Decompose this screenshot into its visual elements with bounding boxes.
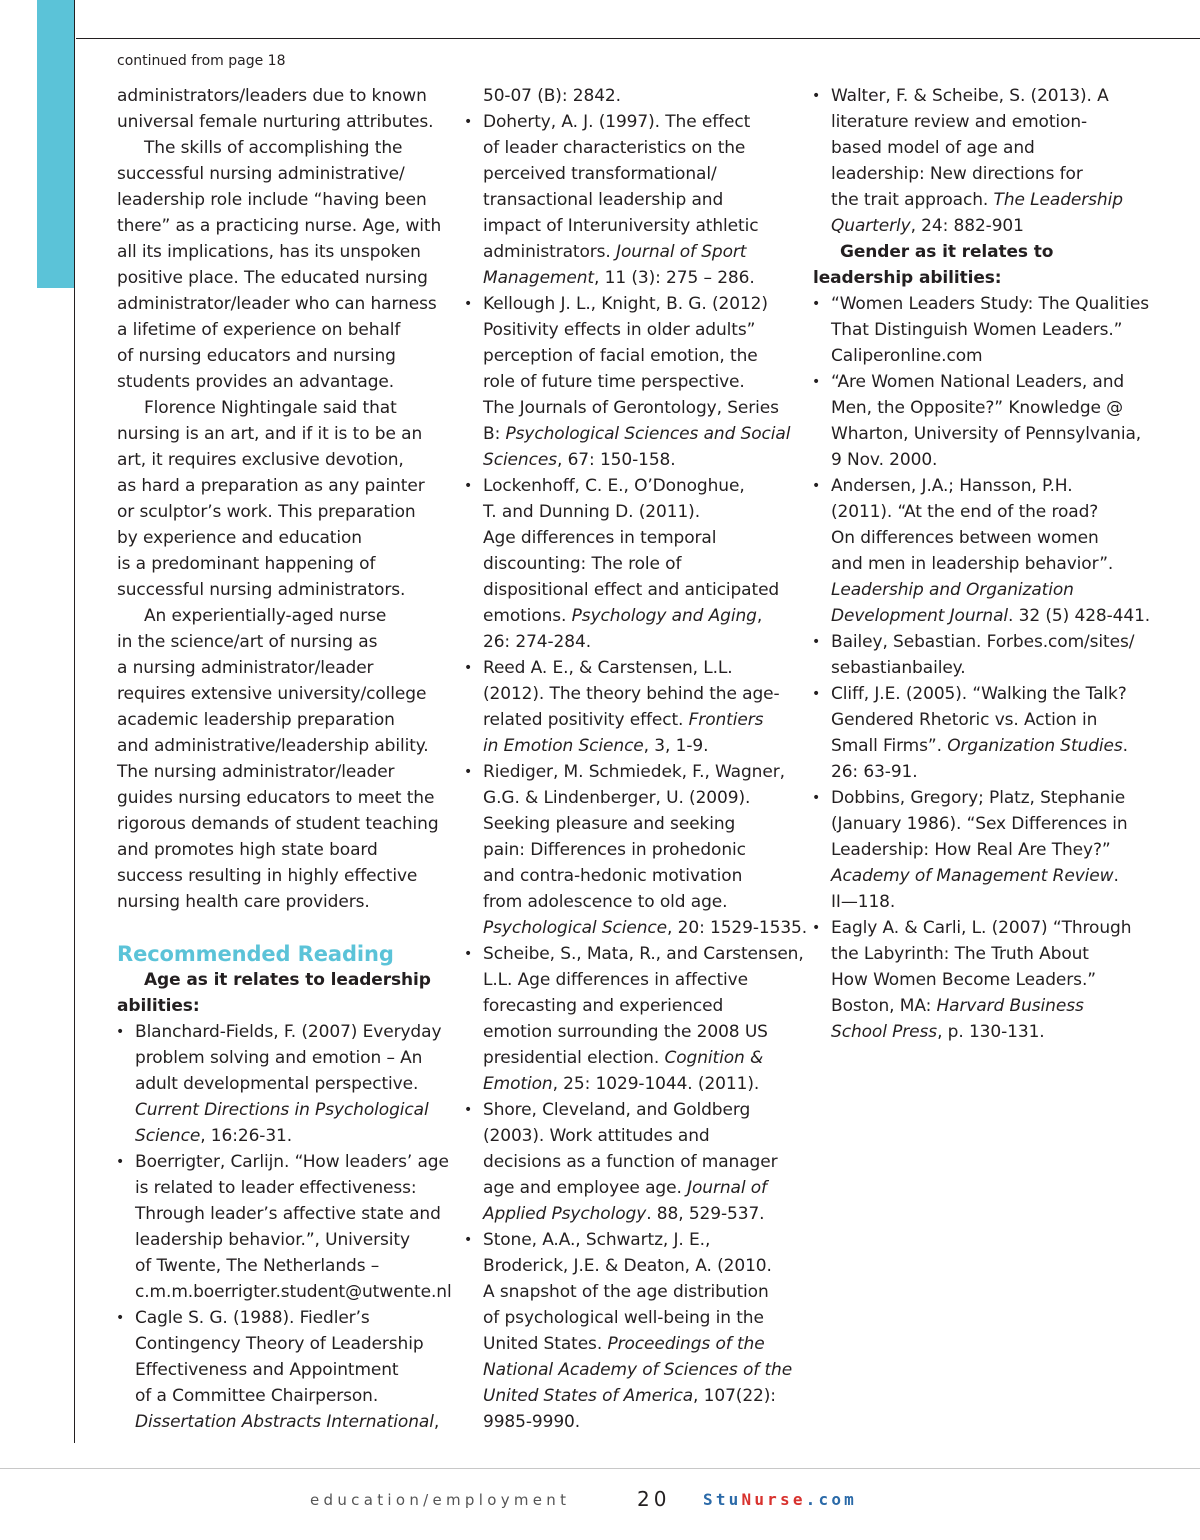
text-line: and administrative/leadership ability. — [117, 736, 429, 756]
reference-line: • Eagly A. & Carli, L. (2007) “Through — [813, 915, 1153, 941]
text-line: successful nursing administrative/ — [117, 164, 405, 184]
reference-line: Academy of Management Review. — [831, 866, 1119, 886]
reference-line: On differences between women — [831, 528, 1099, 548]
reference-line: Small Firms”. Organization Studies. — [831, 736, 1128, 756]
reference-line: • Reed A. E., & Carstensen, L.L. — [465, 655, 795, 681]
reference-line: the trait approach. The Leadership — [831, 190, 1123, 210]
reference-line: related positivity effect. Frontiers — [483, 710, 764, 730]
reference-line: • Dobbins, Gregory; Platz, Stephanie — [813, 785, 1153, 811]
section-subheading: abilities: — [117, 996, 200, 1016]
reference-line: 9 Nov. 2000. — [831, 450, 938, 470]
reference-line: c.m.m.boerrigter.student@utwente.nl — [135, 1282, 452, 1302]
reference-line: • Cagle S. G. (1988). Fiedler’s — [117, 1305, 447, 1331]
reference-line: Leadership and Organization — [831, 580, 1074, 600]
text-line: leadership role include “having been — [117, 190, 427, 210]
reference-line: 9985-9990. — [483, 1412, 581, 1432]
reference-line: Broderick, J.E. & Deaton, A. (2010. — [483, 1256, 772, 1276]
reference-line: leadership: New directions for — [831, 164, 1083, 184]
text-line: nursing is an art, and if it is to be an — [117, 424, 423, 444]
text-line: nursing health care providers. — [117, 892, 370, 912]
reference-line: Positivity effects in older adults” — [483, 320, 756, 340]
reference-line: 26: 274-284. — [483, 632, 591, 652]
reference-line: perceived transformational/ — [483, 164, 717, 184]
reference-line: forecasting and experienced — [483, 996, 724, 1016]
reference-line: • Boerrigter, Carlijn. “How leaders’ age — [117, 1149, 447, 1175]
text-line: success resulting in highly effective — [117, 866, 418, 886]
reference-line: School Press, p. 130-131. — [831, 1022, 1045, 1042]
column-3 — [813, 83, 1153, 1045]
reference-line: from adolescence to old age. — [483, 892, 728, 912]
reference-line: G.G. & Lindenberger, U. (2009). — [483, 788, 751, 808]
reference-line: 26: 63-91. — [831, 762, 918, 782]
reference-line: Seeking pleasure and seeking — [483, 814, 736, 834]
accent-bar — [37, 0, 74, 288]
reference-line: pain: Differences in prohedonic — [483, 840, 746, 860]
column-2 — [465, 83, 808, 1435]
footer-rule — [0, 1468, 1200, 1469]
text-line: students provides an advantage. — [117, 372, 395, 392]
reference-line: Boston, MA: Harvard Business — [831, 996, 1084, 1016]
reference-line: II—118. — [831, 892, 896, 912]
reference-line: • Bailey, Sebastian. Forbes.com/sites/ — [813, 629, 1153, 655]
recommended-reading-heading: Recommended Reading — [117, 942, 394, 966]
reference-line: Through leader’s affective state and — [135, 1204, 441, 1224]
reference-line: role of future time perspective. — [483, 372, 745, 392]
reference-line: the Labyrinth: The Truth About — [831, 944, 1089, 964]
reference-line: Sciences, 67: 150-158. — [483, 450, 676, 470]
text-line: or sculptor’s work. This preparation — [117, 502, 416, 522]
reference-line: is related to leader effectiveness: — [135, 1178, 417, 1198]
page-number: 20 — [637, 1487, 671, 1511]
reference-line: • “Women Leaders Study: The Qualities — [813, 291, 1153, 317]
text-line: and promotes high state board — [117, 840, 378, 860]
reference-line: of Twente, The Netherlands – — [135, 1256, 380, 1276]
reference-line: and contra-hedonic motivation — [483, 866, 743, 886]
text-line: guides nursing educators to meet the — [117, 788, 435, 808]
reference-line: sebastianbailey. — [831, 658, 966, 678]
section-subheading: leadership abilities: — [813, 268, 1002, 288]
reference-line: • Shore, Cleveland, and Goldberg — [465, 1097, 795, 1123]
reference-line: administrators. Journal of Sport — [483, 242, 747, 262]
reference-line: • Stone, A.A., Schwartz, J. E., — [465, 1227, 795, 1253]
text-line: a lifetime of experience on behalf — [117, 320, 401, 340]
reference-line: emotions. Psychology and Aging, — [483, 606, 763, 626]
reference-line: National Academy of Sciences of the — [483, 1360, 793, 1380]
reference-line: (January 1986). “Sex Differences in — [831, 814, 1128, 834]
reference-line: Wharton, University of Pennsylvania, — [831, 424, 1142, 444]
reference-line: of leader characteristics on the — [483, 138, 746, 158]
reference-line: • Andersen, J.A.; Hansson, P.H. — [813, 473, 1153, 499]
reference-line: A snapshot of the age distribution — [483, 1282, 769, 1302]
reference-line: • “Are Women National Leaders, and — [813, 369, 1153, 395]
reference-line: Caliperonline.com — [831, 346, 983, 366]
brand-logo-part: Nurse — [741, 1490, 806, 1509]
reference-line: (2011). “At the end of the road? — [831, 502, 1099, 522]
reference-line: age and employee age. Journal of — [483, 1178, 767, 1198]
page-footer — [0, 1487, 1200, 1513]
reference-line: The Journals of Gerontology, Series — [483, 398, 779, 418]
text-line: there” as a practicing nurse. Age, with — [117, 216, 442, 236]
reference-line: Quarterly, 24: 882-901 — [831, 216, 1024, 236]
reference-line: • Scheibe, S., Mata, R., and Carstensen, — [465, 941, 795, 967]
reference-line: presidential election. Cognition & — [483, 1048, 764, 1068]
reference-line: impact of Interuniversity athletic — [483, 216, 759, 236]
text-line: universal female nurturing attributes. — [117, 112, 434, 132]
reference-line: Current Directions in Psychological — [135, 1100, 429, 1120]
reference-line: • Cliff, J.E. (2005). “Walking the Talk? — [813, 681, 1153, 707]
text-line: all its implications, has its unspoken — [117, 242, 421, 262]
reference-line: How Women Become Leaders.” — [831, 970, 1096, 990]
reference-line: emotion surrounding the 2008 US — [483, 1022, 768, 1042]
reference-line: and men in leadership behavior”. — [831, 554, 1114, 574]
reference-line: transactional leadership and — [483, 190, 724, 210]
reference-line: B: Psychological Sciences and Social — [483, 424, 791, 444]
continued-note: continued from page 18 — [117, 53, 286, 69]
reference-line: T. and Dunning D. (2011). — [483, 502, 700, 522]
brand-logo — [703, 1490, 857, 1509]
text-line: a nursing administrator/leader — [117, 658, 374, 678]
reference-line: Emotion, 25: 1029-1044. (2011). — [483, 1074, 760, 1094]
reference-line: literature review and emotion- — [831, 112, 1088, 132]
reference-line: • Kellough J. L., Knight, B. G. (2012) — [465, 291, 795, 317]
reference-line: United States of America, 107(22): — [483, 1386, 776, 1406]
reference-line: • Lockenhoff, C. E., O’Donoghue, — [465, 473, 795, 499]
footer-section-label: education/employment — [310, 1491, 571, 1509]
text-line: The skills of accomplishing the — [144, 138, 403, 158]
reference-line: Men, the Opposite?” Knowledge @ — [831, 398, 1124, 418]
reference-line: of a Committee Chairperson. — [135, 1386, 379, 1406]
reference-line: Effectiveness and Appointment — [135, 1360, 399, 1380]
reference-line: Development Journal. 32 (5) 428-441. — [831, 606, 1151, 626]
reference-line: dispositional effect and anticipated — [483, 580, 780, 600]
reference-line: 50-07 (B): 2842. — [483, 86, 621, 106]
reference-line: discounting: The role of — [483, 554, 682, 574]
text-line: by experience and education — [117, 528, 362, 548]
reference-line: • Doherty, A. J. (1997). The effect — [465, 109, 795, 135]
reference-line: Science, 16:26-31. — [135, 1126, 293, 1146]
text-line: An experientially-aged nurse — [144, 606, 387, 626]
reference-line: That Distinguish Women Leaders.” — [831, 320, 1123, 340]
text-line: in the science/art of nursing as — [117, 632, 378, 652]
text-line: academic leadership preparation — [117, 710, 395, 730]
text-line: of nursing educators and nursing — [117, 346, 396, 366]
reference-line: • Riediger, M. Schmiedek, F., Wagner, — [465, 759, 795, 785]
header-rule — [76, 38, 1200, 39]
reference-line: in Emotion Science, 3, 1-9. — [483, 736, 709, 756]
reference-line: • Walter, F. & Scheibe, S. (2013). A — [813, 83, 1153, 109]
text-line: requires extensive university/college — [117, 684, 427, 704]
column-1 — [117, 83, 452, 1435]
column-rule — [74, 0, 75, 1443]
section-subheading: Age as it relates to leadership — [144, 970, 431, 990]
reference-line: decisions as a function of manager — [483, 1152, 778, 1172]
reference-line: (2012). The theory behind the age- — [483, 684, 780, 704]
text-line: The nursing administrator/leader — [117, 762, 395, 782]
section-subheading: Gender as it relates to — [840, 242, 1054, 262]
brand-logo-part: .com — [805, 1490, 858, 1509]
text-line: rigorous demands of student teaching — [117, 814, 439, 834]
text-line: administrator/leader who can harness — [117, 294, 437, 314]
text-line: positive place. The educated nursing — [117, 268, 428, 288]
reference-line: Contingency Theory of Leadership — [135, 1334, 424, 1354]
reference-line: perception of facial emotion, the — [483, 346, 758, 366]
text-line: as hard a preparation as any painter — [117, 476, 425, 496]
reference-line: leadership behavior.”, University — [135, 1230, 410, 1250]
reference-line: Applied Psychology. 88, 529-537. — [483, 1204, 765, 1224]
reference-line: Management, 11 (3): 275 – 286. — [483, 268, 755, 288]
reference-line: Psychological Science, 20: 1529-1535. — [483, 918, 808, 938]
reference-line: adult developmental perspective. — [135, 1074, 419, 1094]
text-line: successful nursing administrators. — [117, 580, 406, 600]
text-line: administrators/leaders due to known — [117, 86, 427, 106]
brand-logo-part: Stu — [703, 1490, 742, 1509]
text-line: art, it requires exclusive devotion, — [117, 450, 404, 470]
text-line: is a predominant happening of — [117, 554, 376, 574]
reference-line: • Blanchard-Fields, F. (2007) Everyday — [117, 1019, 447, 1045]
reference-line: Leadership: How Real Are They?” — [831, 840, 1111, 860]
reference-line: Dissertation Abstracts International, — [135, 1412, 440, 1432]
reference-line: Age differences in temporal — [483, 528, 717, 548]
reference-line: Gendered Rhetoric vs. Action in — [831, 710, 1098, 730]
reference-line: of psychological well-being in the — [483, 1308, 764, 1328]
reference-line: United States. Proceedings of the — [483, 1334, 765, 1354]
reference-line: problem solving and emotion – An — [135, 1048, 423, 1068]
reference-line: L.L. Age differences in affective — [483, 970, 748, 990]
reference-line: based model of age and — [831, 138, 1035, 158]
reference-line: (2003). Work attitudes and — [483, 1126, 710, 1146]
text-line: Florence Nightingale said that — [144, 398, 397, 418]
